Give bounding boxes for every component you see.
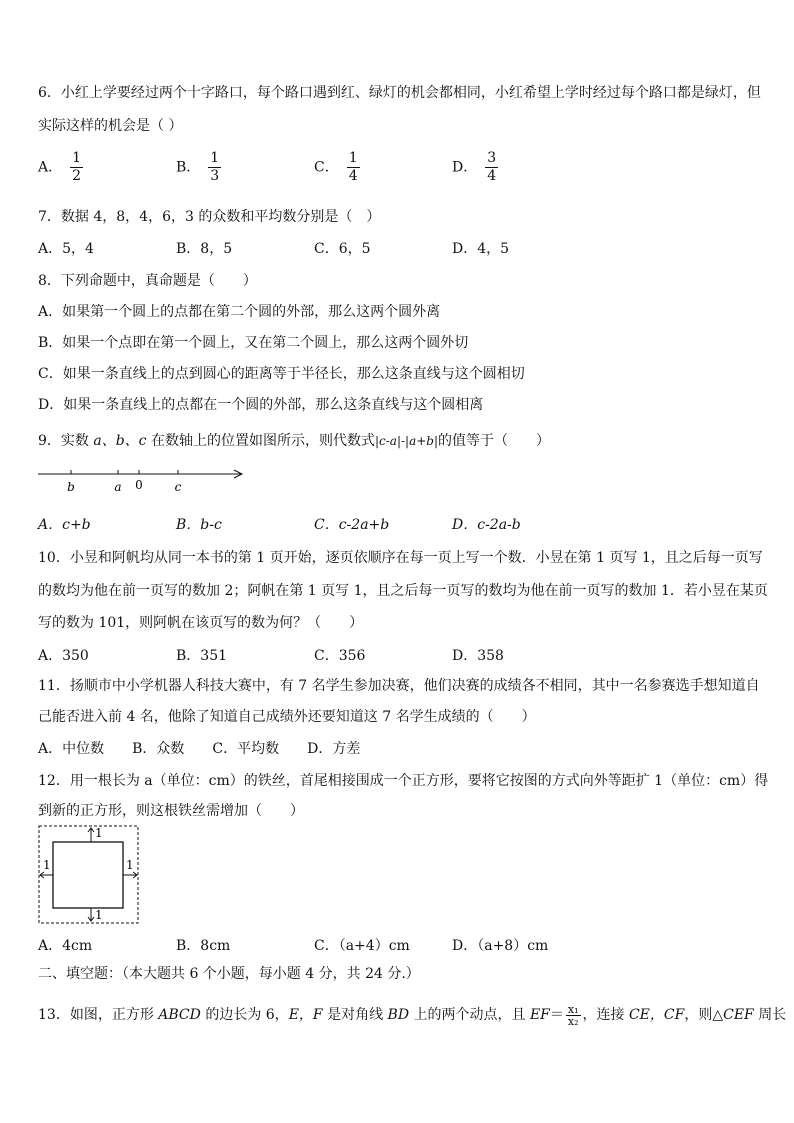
q8-line1: 8．下列命题中，真命题是（ ） [38, 273, 257, 289]
q10-option-d[interactable]: D．358 [452, 648, 504, 664]
q13-var: E，F [288, 1007, 323, 1023]
fraction [208, 150, 221, 185]
q13-text: 的边长为 6， [200, 1007, 289, 1023]
q13-var: ABCD [158, 1007, 201, 1023]
option-label: C． [314, 159, 339, 176]
q13-text: ，则△ [684, 1007, 724, 1023]
q9-option-d[interactable]: D．c-2a-b [452, 517, 521, 533]
label-b: b [67, 480, 75, 494]
fraction [566, 1004, 581, 1027]
label-left: 1 [43, 858, 51, 872]
q6-line1: 6．小红上学要经过两个十字路口，每个路口遇到红、绿灯的机会都相同，小红希望上学时经过每个路口都是绿灯，但 [38, 85, 761, 101]
q13-text: 周长 [753, 1007, 787, 1023]
q9-text: 9．实数 [38, 433, 94, 449]
q9-text: 的值等于（ ） [438, 433, 551, 449]
fraction-num: 1 [348, 150, 358, 166]
q7-option-b[interactable]: B．8，5 [176, 241, 233, 257]
q13-text: 13．如图，正方形 [38, 1007, 159, 1023]
fraction-num: 1 [72, 150, 82, 166]
q9-expression: |c-a|-|a+b| [374, 434, 439, 448]
fraction-num: x₁ [567, 1002, 579, 1016]
fraction-den: x₂ [567, 1014, 579, 1028]
q7-option-c[interactable]: C．6，5 [314, 241, 371, 257]
option-label: B． [176, 159, 201, 176]
q11-line1: 11．扬顺市中小学机器人科技大赛中，有 7 名学生参加决赛，他们决赛的成绩各不相同，其中一名参赛选手想知道自 [38, 678, 760, 694]
q7-line1: 7．数据 4，8，4，6，3 的众数和平均数分别是（ ） [38, 209, 381, 225]
q13-text: 是对角线 [322, 1007, 388, 1023]
label-right: 1 [126, 858, 134, 872]
q11-line2: 己能否进入前 4 名，他除了知道自己成绩外还要知道这 7 名学生成绩的（ ） [38, 709, 536, 725]
q6-option-d[interactable] [452, 150, 498, 185]
fraction [347, 150, 360, 185]
q9-text: 在数轴上的位置如图所示，则代数式 [146, 433, 375, 449]
square-expansion-figure [36, 824, 142, 926]
label-c: c [174, 480, 182, 494]
q12-line1: 12．用一根长为 a（单位：cm）的铁丝，首尾相接围成一个正方形，要将它按图的方式向外等距扩 1（单位：cm）得 [38, 773, 769, 789]
option-label: D． [452, 159, 478, 176]
q10-option-b[interactable]: B．351 [176, 648, 228, 664]
q7-option-a[interactable]: A．5，4 [38, 241, 94, 257]
q9-option-c[interactable]: C．c-2a+b [314, 517, 390, 533]
q10-line2: 的数均为他在前一页写的数加 2；阿帆在第 1 页写 1，且之后每一页写的数均为他在前一页写的数加 1．若小昱在某页 [38, 583, 768, 599]
inner-square [53, 842, 123, 908]
label-0: 0 [135, 478, 143, 492]
q10-line3: 写的数为 101，则阿帆在该页写的数为何？（ ） [38, 615, 364, 631]
q6-option-b[interactable] [176, 150, 221, 185]
fraction [70, 150, 83, 185]
q7-option-d[interactable]: D．4，5 [452, 241, 510, 257]
number-line-figure [36, 465, 248, 497]
q13-text: ，连接 [582, 1007, 629, 1023]
q13-text: ＝ [549, 1007, 564, 1023]
q9-vars: a、b、c [93, 433, 147, 449]
q13-var: CE，CF [628, 1007, 685, 1023]
q8-option-a[interactable]: A．如果第一个圆上的点都在第二个圆的外部，那么这两个圆外离 [38, 304, 441, 320]
q12-line2: 到新的正方形，则这根铁丝需增加（ ） [38, 803, 304, 819]
q11-options[interactable]: A．中位数 B．众数 C．平均数 D．方差 [38, 741, 361, 757]
fraction [485, 150, 498, 185]
q12-option-b[interactable]: B．8cm [176, 938, 231, 954]
fraction-num: 1 [210, 150, 220, 166]
q10-option-a[interactable]: A．350 [38, 648, 89, 664]
q8-option-d[interactable]: D．如果一条直线上的点都在一个圆的外部，那么这条直线与这个圆相离 [38, 397, 484, 413]
q13-var: EF [529, 1007, 550, 1023]
q13-var: BD [387, 1007, 410, 1023]
q6-option-c[interactable] [314, 150, 360, 185]
fraction-num: 3 [487, 150, 497, 166]
q12-option-c[interactable]: C．（a+4）cm [314, 938, 410, 954]
fraction-den: 3 [210, 168, 220, 184]
q8-option-b[interactable]: B．如果一个点即在第一个圆上，又在第二个圆上，那么这两个圆外切 [38, 335, 469, 351]
fraction-den: 2 [72, 168, 82, 184]
q13-var: CEF [723, 1007, 754, 1023]
section-heading: 二、填空题：（本大题共 6 个小题，每小题 4 分，共 24 分.） [38, 966, 420, 982]
fraction-den: 4 [487, 168, 497, 184]
q12-option-a[interactable]: A．4cm [38, 938, 93, 954]
label-bottom: 1 [95, 908, 103, 922]
q10-line1: 10．小昱和阿帆均从同一本书的第 1 页开始，逐页依顺序在每一页上写一个数．小昱在第 1 页写 1，且之后每一页写 [38, 550, 763, 566]
option-label: A． [38, 159, 63, 176]
q13-text: 上的两个动点，且 [409, 1007, 530, 1023]
q10-option-c[interactable]: C．356 [314, 648, 366, 664]
label-a: a [114, 480, 122, 494]
label-top: 1 [95, 826, 103, 840]
fraction-den: 4 [348, 168, 358, 184]
q8-option-c[interactable]: C．如果一条直线上的点到圆心的距离等于半径长，那么这条直线与这个圆相切 [38, 366, 525, 382]
q9-line1 [38, 430, 550, 450]
q9-option-b[interactable]: B．b-c [176, 517, 222, 533]
q9-option-a[interactable]: A．c+b [38, 517, 91, 533]
q6-option-a[interactable] [38, 150, 83, 185]
q13-line1 [38, 1000, 786, 1030]
q6-line2: 实际这样的机会是（ ） [38, 118, 183, 134]
q12-option-d[interactable]: D．（a+8）cm [452, 938, 549, 954]
